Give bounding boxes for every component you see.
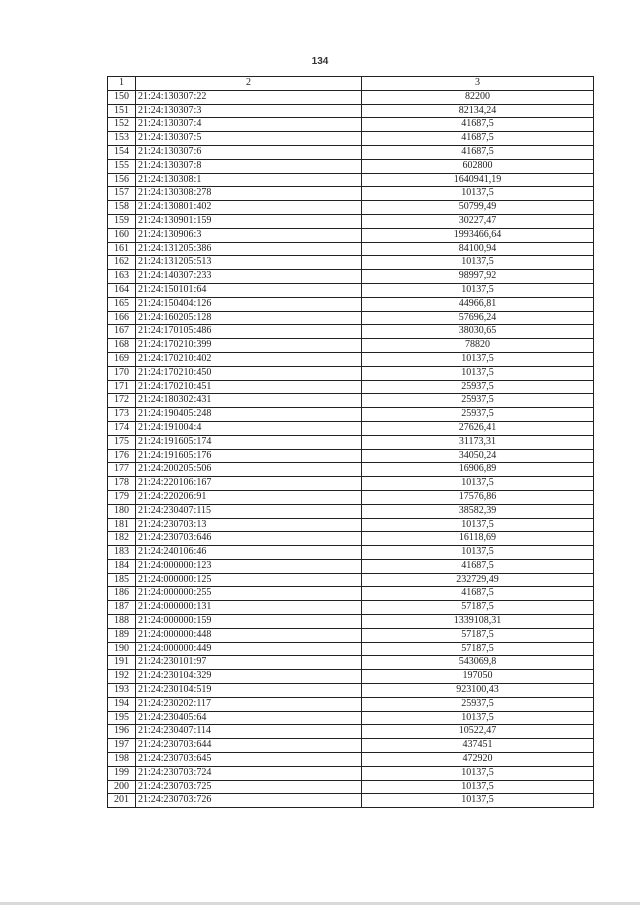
cadastral-number-cell: 21:24:230407:115 bbox=[136, 504, 362, 518]
cadastral-number-cell: 21:24:130307:4 bbox=[136, 118, 362, 132]
value-cell: 1339108,31 bbox=[362, 615, 594, 629]
value-cell: 38582,39 bbox=[362, 504, 594, 518]
cadastral-number-cell: 21:24:131205:513 bbox=[136, 256, 362, 270]
cadastral-number-cell: 21:24:230703:646 bbox=[136, 532, 362, 546]
value-cell: 27626,41 bbox=[362, 421, 594, 435]
row-number-cell: 187 bbox=[108, 601, 136, 615]
value-cell: 10137,5 bbox=[362, 283, 594, 297]
row-number-cell: 198 bbox=[108, 753, 136, 767]
table-row bbox=[108, 173, 594, 187]
cadastral-number-cell: 21:24:230202:117 bbox=[136, 697, 362, 711]
value-cell: 10137,5 bbox=[362, 518, 594, 532]
table-row bbox=[108, 325, 594, 339]
cadastral-number-cell: 21:24:150101:64 bbox=[136, 283, 362, 297]
table-row bbox=[108, 270, 594, 284]
cadastral-number-cell: 21:24:130307:3 bbox=[136, 104, 362, 118]
table-row bbox=[108, 90, 594, 104]
table-row bbox=[108, 573, 594, 587]
value-cell: 923100,43 bbox=[362, 684, 594, 698]
cadastral-number-cell: 21:24:000000:159 bbox=[136, 615, 362, 629]
value-cell: 472920 bbox=[362, 753, 594, 767]
table-row bbox=[108, 214, 594, 228]
value-cell: 1640941,19 bbox=[362, 173, 594, 187]
value-cell: 25937,5 bbox=[362, 408, 594, 422]
table-row bbox=[108, 518, 594, 532]
value-cell: 78820 bbox=[362, 339, 594, 353]
value-cell: 57187,5 bbox=[362, 642, 594, 656]
cadastral-number-cell: 21:24:150404:126 bbox=[136, 297, 362, 311]
row-number-cell: 200 bbox=[108, 780, 136, 794]
row-number-cell: 184 bbox=[108, 559, 136, 573]
value-cell: 10137,5 bbox=[362, 352, 594, 366]
value-cell: 10137,5 bbox=[362, 766, 594, 780]
table-row bbox=[108, 753, 594, 767]
cadastral-number-cell: 21:24:170210:450 bbox=[136, 366, 362, 380]
cadastral-number-cell: 21:24:130307:5 bbox=[136, 132, 362, 146]
row-number-cell: 158 bbox=[108, 201, 136, 215]
cadastral-number-cell: 21:24:191004:4 bbox=[136, 421, 362, 435]
value-cell: 25937,5 bbox=[362, 380, 594, 394]
cadastral-number-cell: 21:24:230405:64 bbox=[136, 711, 362, 725]
row-number-cell: 180 bbox=[108, 504, 136, 518]
page-number: 134 bbox=[311, 56, 329, 67]
row-number-cell: 155 bbox=[108, 159, 136, 173]
table-row bbox=[108, 145, 594, 159]
value-cell: 16118,69 bbox=[362, 532, 594, 546]
table-row bbox=[108, 587, 594, 601]
row-number-cell: 165 bbox=[108, 297, 136, 311]
table-row bbox=[108, 780, 594, 794]
row-number-cell: 168 bbox=[108, 339, 136, 353]
value-cell: 38030,65 bbox=[362, 325, 594, 339]
table-row bbox=[108, 725, 594, 739]
row-number-cell: 194 bbox=[108, 697, 136, 711]
value-cell: 16906,89 bbox=[362, 463, 594, 477]
cadastral-number-cell: 21:24:000000:449 bbox=[136, 642, 362, 656]
row-number-cell: 169 bbox=[108, 352, 136, 366]
value-cell: 10522,47 bbox=[362, 725, 594, 739]
row-number-cell: 176 bbox=[108, 449, 136, 463]
value-cell: 57696,24 bbox=[362, 311, 594, 325]
row-number-cell: 177 bbox=[108, 463, 136, 477]
row-number-cell: 173 bbox=[108, 408, 136, 422]
cadastral-value-table bbox=[107, 76, 594, 808]
row-number-cell: 188 bbox=[108, 615, 136, 629]
row-number-cell: 162 bbox=[108, 256, 136, 270]
value-cell: 31173,31 bbox=[362, 435, 594, 449]
row-number-cell: 191 bbox=[108, 656, 136, 670]
table-row bbox=[108, 201, 594, 215]
row-number-cell: 150 bbox=[108, 90, 136, 104]
row-number-cell: 190 bbox=[108, 642, 136, 656]
value-cell: 10137,5 bbox=[362, 187, 594, 201]
value-cell: 41687,5 bbox=[362, 559, 594, 573]
cadastral-number-cell: 21:24:230703:645 bbox=[136, 753, 362, 767]
table-row bbox=[108, 684, 594, 698]
row-number-cell: 160 bbox=[108, 228, 136, 242]
value-cell: 41687,5 bbox=[362, 145, 594, 159]
table-row bbox=[108, 628, 594, 642]
row-number-cell: 179 bbox=[108, 490, 136, 504]
value-cell: 41687,5 bbox=[362, 587, 594, 601]
column-header-cadastral-number: 2 bbox=[136, 77, 362, 91]
table-row bbox=[108, 352, 594, 366]
row-number-cell: 189 bbox=[108, 628, 136, 642]
value-cell: 82200 bbox=[362, 90, 594, 104]
row-number-cell: 186 bbox=[108, 587, 136, 601]
table-row bbox=[108, 449, 594, 463]
row-number-cell: 196 bbox=[108, 725, 136, 739]
value-cell: 10137,5 bbox=[362, 477, 594, 491]
value-cell: 543069,8 bbox=[362, 656, 594, 670]
cadastral-number-cell: 21:24:170105:486 bbox=[136, 325, 362, 339]
table-row bbox=[108, 256, 594, 270]
table-row bbox=[108, 642, 594, 656]
table-row bbox=[108, 366, 594, 380]
cadastral-number-cell: 21:24:230407:114 bbox=[136, 725, 362, 739]
cadastral-number-cell: 21:24:130307:22 bbox=[136, 90, 362, 104]
row-number-cell: 185 bbox=[108, 573, 136, 587]
value-cell: 1993466,64 bbox=[362, 228, 594, 242]
cadastral-number-cell: 21:24:000000:123 bbox=[136, 559, 362, 573]
cadastral-number-cell: 21:24:230104:329 bbox=[136, 670, 362, 684]
cadastral-number-cell: 21:24:130308:1 bbox=[136, 173, 362, 187]
table-row bbox=[108, 435, 594, 449]
row-number-cell: 153 bbox=[108, 132, 136, 146]
value-cell: 57187,5 bbox=[362, 628, 594, 642]
value-cell: 10137,5 bbox=[362, 256, 594, 270]
row-number-cell: 178 bbox=[108, 477, 136, 491]
row-number-cell: 201 bbox=[108, 794, 136, 808]
row-number-cell: 181 bbox=[108, 518, 136, 532]
cadastral-number-cell: 21:24:000000:131 bbox=[136, 601, 362, 615]
column-header-value: 3 bbox=[362, 77, 594, 91]
table-row bbox=[108, 711, 594, 725]
row-number-cell: 167 bbox=[108, 325, 136, 339]
row-number-cell: 159 bbox=[108, 214, 136, 228]
table-row bbox=[108, 615, 594, 629]
value-cell: 82134,24 bbox=[362, 104, 594, 118]
table-row bbox=[108, 477, 594, 491]
table-row bbox=[108, 283, 594, 297]
value-cell: 10137,5 bbox=[362, 366, 594, 380]
cadastral-number-cell: 21:24:130307:6 bbox=[136, 145, 362, 159]
value-cell: 10137,5 bbox=[362, 711, 594, 725]
value-cell: 232729,49 bbox=[362, 573, 594, 587]
row-number-cell: 166 bbox=[108, 311, 136, 325]
row-number-cell: 193 bbox=[108, 684, 136, 698]
cadastral-number-cell: 21:24:230703:13 bbox=[136, 518, 362, 532]
cadastral-number-cell: 21:24:230703:724 bbox=[136, 766, 362, 780]
cadastral-number-cell: 21:24:191605:176 bbox=[136, 449, 362, 463]
row-number-cell: 183 bbox=[108, 546, 136, 560]
row-number-cell: 164 bbox=[108, 283, 136, 297]
value-cell: 41687,5 bbox=[362, 118, 594, 132]
cadastral-number-cell: 21:24:000000:125 bbox=[136, 573, 362, 587]
table-row bbox=[108, 670, 594, 684]
table-row bbox=[108, 380, 594, 394]
table-row bbox=[108, 601, 594, 615]
value-cell: 50799,49 bbox=[362, 201, 594, 215]
table-row bbox=[108, 118, 594, 132]
row-number-cell: 195 bbox=[108, 711, 136, 725]
row-number-cell: 156 bbox=[108, 173, 136, 187]
cadastral-number-cell: 21:24:230101:97 bbox=[136, 656, 362, 670]
cadastral-number-cell: 21:24:191605:174 bbox=[136, 435, 362, 449]
cadastral-number-cell: 21:24:220206:91 bbox=[136, 490, 362, 504]
value-cell: 17576,86 bbox=[362, 490, 594, 504]
table-body bbox=[108, 90, 594, 807]
cadastral-number-cell: 21:24:170210:402 bbox=[136, 352, 362, 366]
cadastral-number-cell: 21:24:170210:399 bbox=[136, 339, 362, 353]
cadastral-number-cell: 21:24:230703:644 bbox=[136, 739, 362, 753]
cadastral-number-cell: 21:24:130307:8 bbox=[136, 159, 362, 173]
row-number-cell: 175 bbox=[108, 435, 136, 449]
table-row bbox=[108, 794, 594, 808]
table-row bbox=[108, 504, 594, 518]
value-cell: 98997,92 bbox=[362, 270, 594, 284]
cadastral-number-cell: 21:24:000000:448 bbox=[136, 628, 362, 642]
value-cell: 10137,5 bbox=[362, 794, 594, 808]
row-number-cell: 151 bbox=[108, 104, 136, 118]
table-row bbox=[108, 228, 594, 242]
row-number-cell: 170 bbox=[108, 366, 136, 380]
row-number-cell: 199 bbox=[108, 766, 136, 780]
row-number-cell: 192 bbox=[108, 670, 136, 684]
row-number-cell: 161 bbox=[108, 242, 136, 256]
table-row bbox=[108, 490, 594, 504]
value-cell: 25937,5 bbox=[362, 394, 594, 408]
value-cell: 437451 bbox=[362, 739, 594, 753]
cadastral-number-cell: 21:24:130801:402 bbox=[136, 201, 362, 215]
value-cell: 197050 bbox=[362, 670, 594, 684]
row-number-cell: 157 bbox=[108, 187, 136, 201]
row-number-cell: 197 bbox=[108, 739, 136, 753]
cadastral-number-cell: 21:24:130308:278 bbox=[136, 187, 362, 201]
table-row bbox=[108, 532, 594, 546]
table-header-row bbox=[108, 77, 594, 91]
table-row bbox=[108, 394, 594, 408]
value-cell: 57187,5 bbox=[362, 601, 594, 615]
row-number-cell: 154 bbox=[108, 145, 136, 159]
table-row bbox=[108, 697, 594, 711]
cadastral-number-cell: 21:24:130901:159 bbox=[136, 214, 362, 228]
value-cell: 84100,94 bbox=[362, 242, 594, 256]
table-row bbox=[108, 656, 594, 670]
table-row bbox=[108, 104, 594, 118]
cadastral-number-cell: 21:24:220106:167 bbox=[136, 477, 362, 491]
table-row bbox=[108, 187, 594, 201]
row-number-cell: 171 bbox=[108, 380, 136, 394]
table-row bbox=[108, 242, 594, 256]
cadastral-number-cell: 21:24:230104:519 bbox=[136, 684, 362, 698]
table-row bbox=[108, 739, 594, 753]
table-row bbox=[108, 408, 594, 422]
column-header-number: 1 bbox=[108, 77, 136, 91]
value-cell: 30227,47 bbox=[362, 214, 594, 228]
table-row bbox=[108, 463, 594, 477]
cadastral-number-cell: 21:24:240106:46 bbox=[136, 546, 362, 560]
table-row bbox=[108, 311, 594, 325]
cadastral-number-cell: 21:24:180302:431 bbox=[136, 394, 362, 408]
table-row bbox=[108, 546, 594, 560]
cadastral-number-cell: 21:24:140307:233 bbox=[136, 270, 362, 284]
value-cell: 25937,5 bbox=[362, 697, 594, 711]
table-row bbox=[108, 559, 594, 573]
value-cell: 10137,5 bbox=[362, 780, 594, 794]
cadastral-number-cell: 21:24:170210:451 bbox=[136, 380, 362, 394]
row-number-cell: 174 bbox=[108, 421, 136, 435]
row-number-cell: 152 bbox=[108, 118, 136, 132]
value-cell: 44966,81 bbox=[362, 297, 594, 311]
cadastral-number-cell: 21:24:230703:725 bbox=[136, 780, 362, 794]
table-row bbox=[108, 421, 594, 435]
table-row bbox=[108, 339, 594, 353]
value-cell: 10137,5 bbox=[362, 546, 594, 560]
cadastral-number-cell: 21:24:000000:255 bbox=[136, 587, 362, 601]
table-row bbox=[108, 766, 594, 780]
row-number-cell: 182 bbox=[108, 532, 136, 546]
value-cell: 41687,5 bbox=[362, 132, 594, 146]
cadastral-number-cell: 21:24:131205:386 bbox=[136, 242, 362, 256]
cadastral-number-cell: 21:24:230703:726 bbox=[136, 794, 362, 808]
row-number-cell: 163 bbox=[108, 270, 136, 284]
row-number-cell: 172 bbox=[108, 394, 136, 408]
value-cell: 34050,24 bbox=[362, 449, 594, 463]
table-row bbox=[108, 297, 594, 311]
cadastral-number-cell: 21:24:160205:128 bbox=[136, 311, 362, 325]
table-row bbox=[108, 159, 594, 173]
cadastral-number-cell: 21:24:130906:3 bbox=[136, 228, 362, 242]
cadastral-number-cell: 21:24:200205:506 bbox=[136, 463, 362, 477]
cadastral-number-cell: 21:24:190405:248 bbox=[136, 408, 362, 422]
value-cell: 602800 bbox=[362, 159, 594, 173]
table-row bbox=[108, 132, 594, 146]
